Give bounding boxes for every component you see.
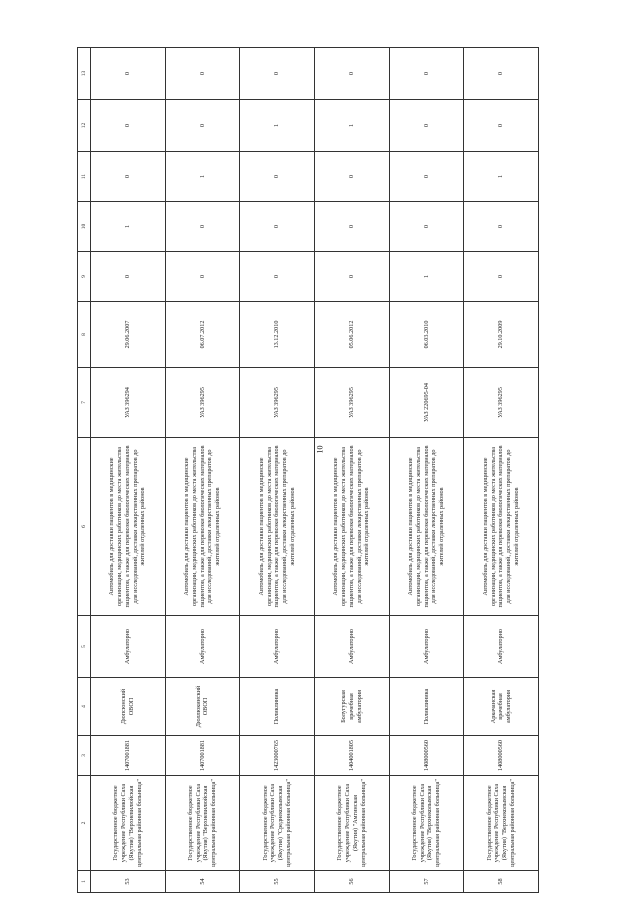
organization-code: 1408000560 [464, 736, 539, 776]
registration-date: 29.06.2007 [91, 302, 166, 368]
table-row [165, 48, 240, 893]
count-col-12: 0 [91, 100, 166, 152]
col-header: 9 [78, 252, 91, 302]
count-col-10: 0 [464, 202, 539, 252]
organization-code: 1407001881 [165, 736, 240, 776]
count-col-12: 1 [240, 100, 315, 152]
rotated-table-container [77, 48, 539, 893]
organization-name: Государственное бюджетное учреждение Республики Саха (Якутия) "Верхневилюйская центральная районная больница" [165, 776, 240, 871]
subdivision-name: Болугурская врачебная амбулатория [314, 678, 389, 736]
organization-code: 1404001805 [314, 736, 389, 776]
count-col-13: 0 [91, 48, 166, 100]
vehicle-model: УАЗ 220695-04 [389, 368, 464, 438]
col-header: 11 [78, 152, 91, 202]
vehicle-purpose: Автомобиль для доставки пациентов в медицинские организации, медицинских работников до места жительства пациентов, а также для перевозки биологических материалов для исследований, доставки лекарственных препаратов до жителей отдаленных районов [314, 438, 389, 616]
page-number: 10 [315, 445, 325, 454]
vehicle-model: УАЗ 396294 [91, 368, 166, 438]
count-col-10: 0 [314, 202, 389, 252]
care-type: Амбулаторно [464, 616, 539, 678]
row-number: 57 [389, 871, 464, 893]
col-header: 4 [78, 678, 91, 736]
organization-name: Государственное бюджетное учреждение Республики Саха (Якутия) "Амгинская центральная районная больница" [314, 776, 389, 871]
registration-date: 05.06.2012 [314, 302, 389, 368]
subdivision-name: Дюпсюнский ОВОП [91, 678, 166, 736]
care-type: Амбулаторно [240, 616, 315, 678]
count-col-9: 0 [91, 252, 166, 302]
organization-name: Государственное бюджетное учреждение Республики Саха (Якутия) "Верхнеколымская центральная районная больница" [389, 776, 464, 871]
col-header: 12 [78, 100, 91, 152]
count-col-12: 0 [389, 100, 464, 152]
table-row [240, 48, 315, 893]
row-number: 58 [464, 871, 539, 893]
organization-code: 1408000560 [389, 736, 464, 776]
count-col-11: 0 [314, 152, 389, 202]
count-col-13: 0 [314, 48, 389, 100]
count-col-10: 0 [389, 202, 464, 252]
vehicle-model: УАЗ 396295 [314, 368, 389, 438]
count-col-12: 1 [314, 100, 389, 152]
registration-date: 29.10.2009 [464, 302, 539, 368]
organization-code: 1423000765 [240, 736, 315, 776]
col-header: 6 [78, 438, 91, 616]
count-col-13: 0 [240, 48, 315, 100]
col-header: 2 [78, 776, 91, 871]
count-col-11: 0 [91, 152, 166, 202]
count-col-9: 0 [464, 252, 539, 302]
subdivision-name: Поликлиника [240, 678, 315, 736]
col-header: 7 [78, 368, 91, 438]
col-header: 5 [78, 616, 91, 678]
col-header: 13 [78, 48, 91, 100]
registration-date: 13.12.2010 [240, 302, 315, 368]
count-col-10: 1 [91, 202, 166, 252]
registration-date: 06.03.2010 [389, 302, 464, 368]
count-col-11: 0 [240, 152, 315, 202]
row-number: 53 [91, 871, 166, 893]
rotated-table [77, 48, 539, 893]
col-header: 8 [78, 302, 91, 368]
organization-name: Государственное бюджетное учреждение Республики Саха (Якутия) "Верхневилюйская центральная районная больница" [91, 776, 166, 871]
table-row [389, 48, 464, 893]
row-number: 55 [240, 871, 315, 893]
care-type: Амбулаторно [314, 616, 389, 678]
registration-date: 06.07.2012 [165, 302, 240, 368]
count-col-11: 1 [464, 152, 539, 202]
count-col-9: 0 [240, 252, 315, 302]
col-header: 3 [78, 736, 91, 776]
organization-name: Государственное бюджетное учреждение Республики Саха (Якутия) "Среднеколымская центральная районная больница" [240, 776, 315, 871]
vehicle-model: УАЗ 396295 [464, 368, 539, 438]
vehicle-purpose: Автомобиль для доставки пациентов в медицинские организации, медицинских работников до места жительства пациентов, а также для перевозки биологических материалов для исследований, доставки лекарственных препаратов до жителей отдаленных районов [464, 438, 539, 616]
subdivision-name: Дюллюкинский ОВОП [165, 678, 240, 736]
care-type: Амбулаторно [91, 616, 166, 678]
count-col-13: 0 [165, 48, 240, 100]
table-row [464, 48, 539, 893]
subdivision-name: Поликлиника [389, 678, 464, 736]
count-col-11: 0 [389, 152, 464, 202]
col-header: 1 [78, 871, 91, 893]
count-col-10: 0 [240, 202, 315, 252]
care-type: Амбулаторно [165, 616, 240, 678]
table-row [314, 48, 389, 893]
count-col-13: 0 [464, 48, 539, 100]
vehicle-purpose: Автомобиль для доставки пациентов в медицинские организации, медицинских работников до места жительства пациентов, а также для перевозки биологических материалов для исследований, доставки лекарственных препаратов до жителей отдаленных районов [165, 438, 240, 616]
vehicle-purpose: Автомобиль для доставки пациентов в медицинские организации, медицинских работников до места жительства пациентов, а также для перевозки биологических материалов для исследований, доставки лекарственных препаратов до жителей отдаленных районов [240, 438, 315, 616]
count-col-9: 1 [389, 252, 464, 302]
table-row [91, 48, 166, 893]
count-col-10: 0 [165, 202, 240, 252]
organization-code: 1407001881 [91, 736, 166, 776]
count-col-12: 0 [464, 100, 539, 152]
count-col-11: 1 [165, 152, 240, 202]
vehicle-model: УАЗ 396295 [240, 368, 315, 438]
vehicle-purpose: Автомобиль для доставки пациентов в медицинские организации, медицинских работников до места жительства пациентов, а также для перевозки биологических материалов для исследований, доставки лекарственных препаратов до жителей отдаленных районов [91, 438, 166, 616]
subdivision-name: Аркачанская врачебная амбулатория [464, 678, 539, 736]
column-number-row [78, 48, 91, 893]
count-col-9: 0 [314, 252, 389, 302]
col-header: 10 [78, 202, 91, 252]
vehicle-model: УАЗ 396295 [165, 368, 240, 438]
vehicle-table [77, 47, 539, 893]
row-number: 54 [165, 871, 240, 893]
row-number: 56 [314, 871, 389, 893]
care-type: Амбулаторно [389, 616, 464, 678]
vehicle-purpose: Автомобиль для доставки пациентов в медицинские организации, медицинских работников до места жительства пациентов, а также для перевозки биологических материалов для исследований, доставки лекарственных препаратов до жителей отдаленных районов [389, 438, 464, 616]
count-col-13: 0 [389, 48, 464, 100]
organization-name: Государственное бюджетное учреждение Республики Саха (Якутия) "Верхнеколымская центральная районная больница" [464, 776, 539, 871]
count-col-12: 0 [165, 100, 240, 152]
count-col-9: 0 [165, 252, 240, 302]
